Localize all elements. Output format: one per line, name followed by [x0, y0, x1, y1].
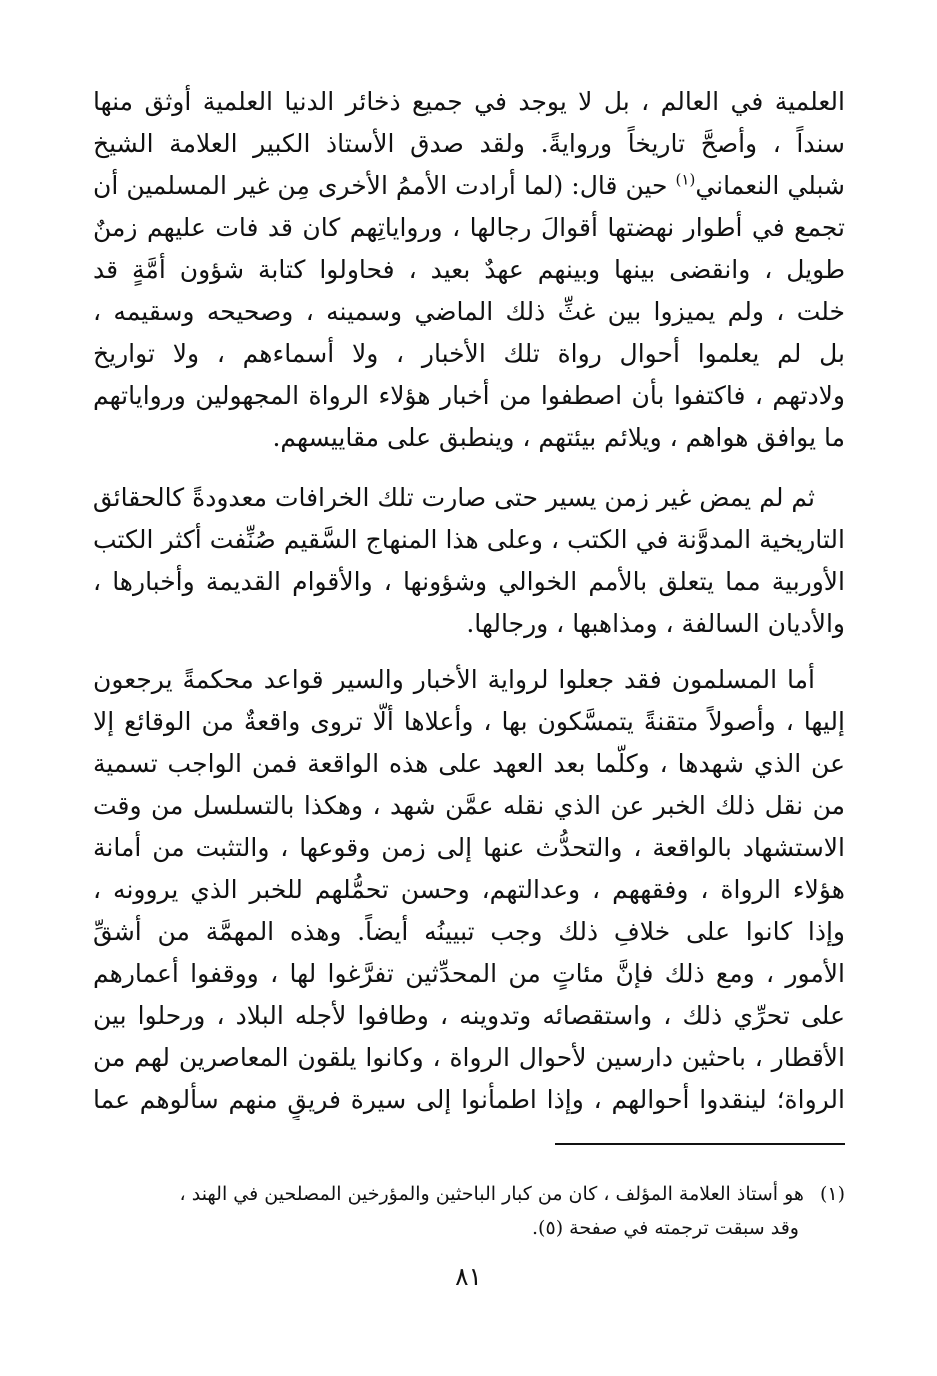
footnote-text: هو أستاذ العلامة المؤلف ، كان من كبار الباحثين والمؤرخين المصلحين في الهند ، [179, 1183, 804, 1205]
text-line: الاستشهاد بالواقعة ، والتحدُّث عنها إلى زمن وقوعها ، والتثبت من أمانة [93, 833, 845, 862]
text-line: الأمور ، ومع ذلك فإنَّ مئاتٍ من المحدِّثين تفرَّغوا لها ، ووقفوا أعمارهم [93, 959, 845, 988]
footnote-separator [555, 1143, 845, 1145]
text-line: خلت ، ولم يميزوا بين غثِّ ذلك الماضي وسمينه ، وصحيحه وسقيمه ، [93, 297, 845, 326]
text-line: أما المسلمون فقد جعلوا لرواية الأخبار والسير قواعد محكمةً يرجعون [93, 665, 815, 694]
paragraph-2 [93, 478, 845, 648]
text-line: طويل ، وانقضى بينها وبينهم عهدٌ بعيد ، فحاولوا كتابة شؤون أمَّةٍ قد [93, 255, 845, 284]
text-line: ما يوافق هواهم ، ويلائم بيئتهم ، وينطبق على مقاييسهم. [272, 423, 845, 452]
text-line: من نقل ذلك الخبر عن الذي نقله عمَّن شهد ، وهكذا بالتسلسل من وقت [93, 791, 845, 820]
text-line: وإذا كانوا على خلافِ ذلك وجب تبيينُه أيضاً. وهذه المهمَّة من أشقِّ [93, 917, 845, 946]
text-line: الأقطار ، باحثين دارسين لأحوال الرواة ، وكانوا يلقون المعاصرين لهم من [93, 1043, 845, 1072]
text-line: التاريخية المدوَّنة في الكتب ، وعلى هذا المنهاج السَّقيم صُنِّفت أكثر الكتب [93, 525, 845, 554]
text-line: العلمية في العالم ، بل لا يوجد في جميع ذخائر الدنيا العلمية أوثق منها [93, 87, 845, 116]
paragraph-3 [93, 660, 845, 1130]
text-line-with-footnote-ref [93, 166, 845, 206]
text-line: ثم لم يمض غير زمن يسير حتى صارت تلك الخرافات معدودةً كالحقائق [93, 483, 815, 512]
text-line: على تحرِّي ذلك ، واستقصائه وتدوينه ، وطافوا لأجله البلاد ، ورحلوا بين [93, 1001, 845, 1030]
footnote-line-2 [93, 1212, 845, 1244]
page-number: ٨١ [455, 1262, 482, 1291]
footnote-reference[interactable]: (١) [675, 170, 696, 189]
text-line: عن الذي شهدها ، وكلَّما بعد العهد على هذه الواقعة فمن الواجب تسمية [93, 749, 845, 778]
footnote-number: (١) [819, 1183, 845, 1205]
text-fragment: شبلي النعماني [695, 171, 845, 200]
footnote-line-1 [93, 1178, 845, 1210]
footnote-text: وقد سبقت ترجمته في صفحة (٥). [532, 1217, 799, 1239]
text-line: ولادتهم ، فاكتفوا بأن اصطفوا من أخبار هؤلاء الرواة المجهولين ورواياتهم [93, 381, 845, 410]
text-line: الأوربية مما يتعلق بالأمم الخوالي وشؤونها ، والأقوام القديمة وأخبارها ، [93, 567, 845, 596]
paragraph-1 [93, 82, 845, 462]
text-line: هؤلاء الرواة ، وفقههم ، وعدالتهم، وحسن تحمُّلهم للخبر الذي يروونه ، [93, 875, 845, 904]
text-line: تجمع في أطوار نهضتها أقوالَ رجالها ، ورواياتِهم كان قد فات عليهم زمنٌ [93, 213, 845, 242]
text-line: سنداً ، وأصحَّ تاريخاً وروايةً. ولقد صدق الأستاذ الكبير العلامة الشيخ [93, 129, 845, 158]
text-line: والأديان السالفة ، ومذاهبها ، ورجالها. [466, 609, 845, 638]
text-fragment: حين قال: (لما أرادت الأممُ الأخرى مِن غير المسلمين أن [93, 171, 676, 200]
text-line: إليها ، وأصولاً متقنةً يتمسَّكون بها ، وأعلاها ألَّا تروى واقعةٌ من الوقائع إلا [93, 707, 845, 736]
text-line: بل لم يعلموا أحوال رواة تلك الأخبار ، ولا أسماءهم ، ولا تواريخ [93, 339, 845, 368]
text-line: الرواة؛ لينقدوا أحوالهم ، وإذا اطمأنوا إلى سيرة فريقٍ منهم سألوهم عما [93, 1085, 845, 1114]
